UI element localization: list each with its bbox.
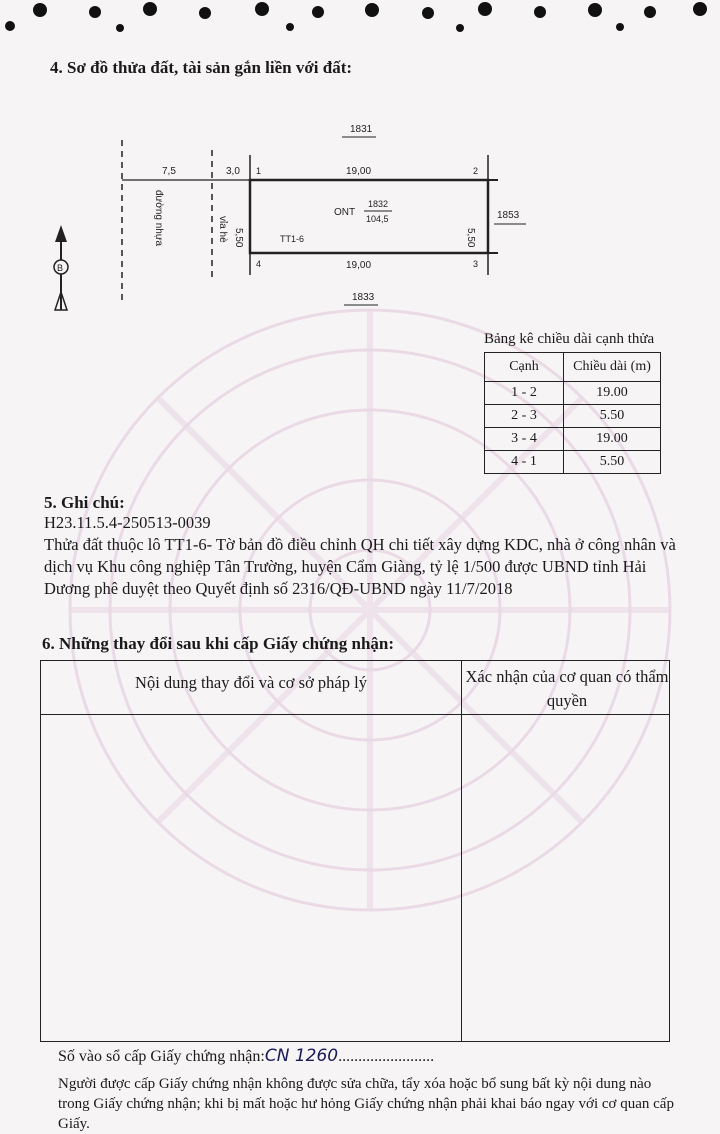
parcel-area: 104,5 bbox=[366, 214, 389, 224]
edge-length-table bbox=[484, 352, 661, 474]
north-marker-label: B bbox=[57, 263, 64, 273]
sidewalk-label: vỉa hè bbox=[217, 216, 228, 243]
length-cell: 19.00 bbox=[564, 382, 661, 405]
registry-number: CN 1260 bbox=[264, 1046, 339, 1066]
adjacent-parcel-bottom: 1833 bbox=[352, 292, 375, 303]
record-code: H23.11.5.4-250513-0039 bbox=[44, 513, 211, 532]
notes-block bbox=[44, 512, 684, 600]
table-row bbox=[485, 405, 661, 428]
sidewalk-width: 3,0 bbox=[226, 166, 240, 177]
adjacent-parcel-right: 1853 bbox=[497, 210, 520, 221]
edge-table-header-edge: Cạnh bbox=[485, 353, 564, 382]
right-edge-length: 5,50 bbox=[465, 228, 476, 248]
edge-table-header-length: Chiều dài (m) bbox=[564, 353, 661, 382]
edge-cell: 2 - 3 bbox=[485, 405, 564, 428]
edge-cell: 3 - 4 bbox=[485, 428, 564, 451]
changes-table bbox=[40, 660, 670, 1042]
adjacent-parcel-top: 1831 bbox=[350, 124, 373, 135]
note-text: Thửa đất thuộc lô TT1-6- Tờ bản đồ điều chỉnh QH chi tiết xây dựng KDC, nhà ở công nhân và dịch vụ Khu công nghiệp Tân Trường, huyện Cẩm Giàng, tỷ lệ 1/500 được UBND tỉnh Hải Dương phê duyệt theo Quyết định số 2316/QĐ-UBND ngày 11/7/2018 bbox=[44, 535, 676, 598]
edge-table-caption: Bảng kê chiều dài cạnh thửa bbox=[484, 331, 655, 347]
length-cell: 5.50 bbox=[564, 405, 661, 428]
table-row bbox=[485, 382, 661, 405]
table-row bbox=[485, 451, 661, 474]
decorative-dot-border bbox=[0, 0, 720, 40]
bottom-edge-length: 19,00 bbox=[346, 260, 372, 271]
table-row bbox=[485, 428, 661, 451]
corner-1: 1 bbox=[256, 166, 262, 176]
left-edge-length: 5,50 bbox=[233, 228, 244, 248]
land-plot-diagram bbox=[40, 110, 560, 330]
registry-line bbox=[58, 1046, 434, 1066]
corner-3: 3 bbox=[473, 259, 479, 269]
corner-2: 2 bbox=[473, 166, 479, 176]
registry-dots: ........................ bbox=[338, 1048, 435, 1065]
road-width: 7,5 bbox=[162, 166, 176, 177]
column-divider bbox=[461, 661, 462, 1041]
section-5-title: 5. Ghi chú: bbox=[44, 493, 125, 512]
changes-header-authority: Xác nhận của cơ quan có thẩm quyền bbox=[465, 667, 669, 710]
road-label: đường nhựa bbox=[153, 190, 164, 247]
land-type: ONT bbox=[334, 207, 356, 218]
length-cell: 19.00 bbox=[564, 428, 661, 451]
corner-4: 4 bbox=[256, 259, 262, 269]
edge-cell: 1 - 2 bbox=[485, 382, 564, 405]
registry-label: Số vào sổ cấp Giấy chứng nhận: bbox=[58, 1048, 265, 1065]
section-4-title: 4. Sơ đồ thửa đất, tài sản gắn liền với đất: bbox=[50, 58, 353, 77]
section-6-title: 6. Những thay đổi sau khi cấp Giấy chứng nhận: bbox=[42, 634, 395, 653]
top-edge-length: 19,00 bbox=[346, 166, 372, 177]
edge-cell: 4 - 1 bbox=[485, 451, 564, 474]
length-cell: 5.50 bbox=[564, 451, 661, 474]
parcel-number: 1832 bbox=[368, 199, 389, 209]
lot-label: TT1-6 bbox=[280, 234, 305, 244]
footer-warning: Người được cấp Giấy chứng nhận không được sửa chữa, tẩy xóa hoặc bổ sung bất kỳ nội dung nào trong Giấy chứng nhận; khi bị mất hoặc hư hỏng Giấy chứng nhận phải khai báo ngay với cơ quan cấp Giấy. bbox=[58, 1076, 674, 1132]
changes-header-content: Nội dung thay đổi và cơ sở pháp lý bbox=[135, 673, 367, 692]
north-arrow-icon bbox=[54, 225, 68, 310]
